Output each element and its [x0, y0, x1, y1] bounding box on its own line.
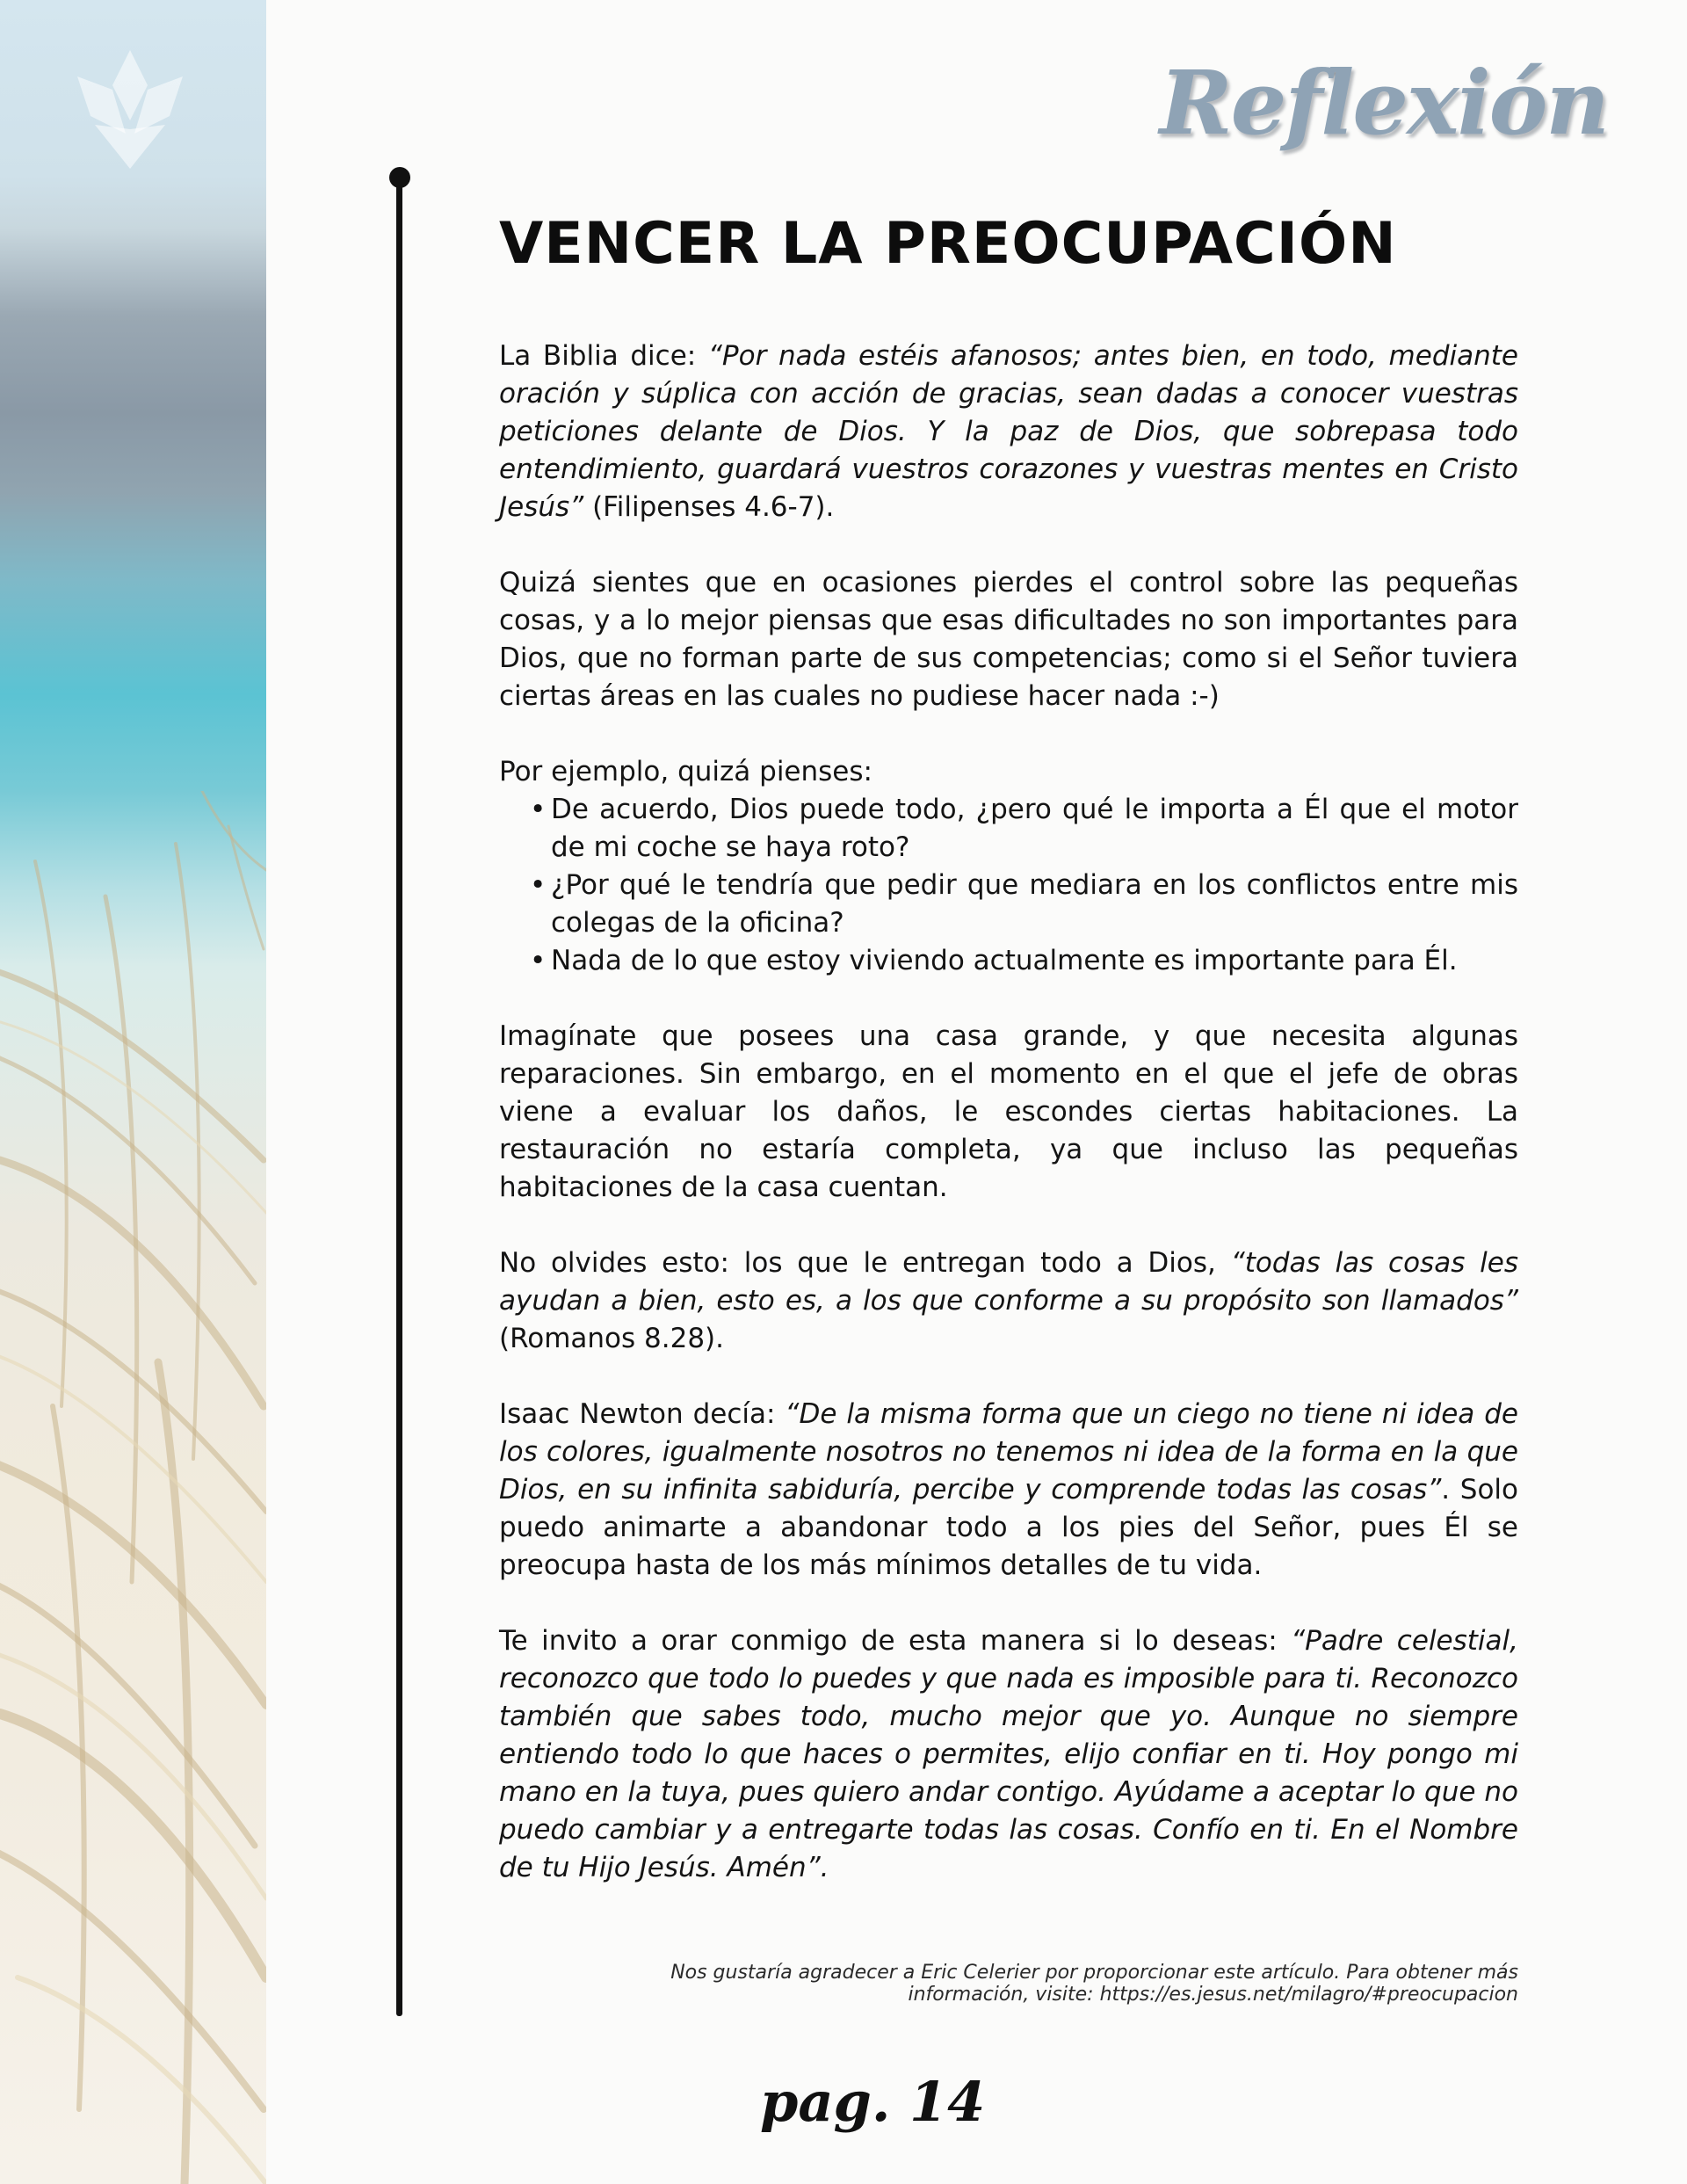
decorative-side-photo [0, 0, 266, 2184]
paragraph-prayer: Te invito a orar conmigo de esta manera si lo deseas: “Padre celestial, reconozco que todo lo puedes y que nada es imposible para ti. Reconozco también que sabes todo, mucho mejor que yo. Aunque no siempre entiendo todo lo que haces o permites, elijo confiar en ti. Hoy pongo mi mano en la tuya, pues quiero andar contigo. Ayúdame a aceptar lo que no puedo cambiar y a entregarte todas las cosas. Confío en ti. En el Nombre de tu Hijo Jesús. Amén”. [499, 1625, 1518, 1883]
paragraph-house-analogy: Imagínate que posees una casa grande, y que necesita algunas reparaciones. Sin embargo, en el momento en el que el jefe de obras viene a evaluar los daños, le escondes ciertas habitaciones. La restauración no estaría completa, ya que incluso las pequeñas habitaciones de la casa cuentan. [499, 1020, 1518, 1203]
article-credit: Nos gustaría agradecer a Eric Celerier por proporcionar este artículo. Para obtener más información, visite: https://es.jesus.net/milagro/#preocupacion [670, 1962, 1518, 2006]
paragraph-newton: Isaac Newton decía: “De la misma forma que un ciego no tiene ni idea de los colores, igualmente nosotros no tenemos ni idea de la forma en la que Dios, en su infinita sabiduría, percibe y comprende todas las cosas”. Solo puedo animarte a abandonar todo a los pies del Señor, pues Él se preocupa hasta de los más mínimos detalles de tu vida. [499, 1398, 1519, 1581]
dry-grass-decoration [0, 791, 266, 2184]
list-item: • De acuerdo, Dios puede todo, ¿pero qué le importa a Él que el motor de mi coche se haya roto? [551, 791, 1518, 867]
flower-logo-icon [60, 37, 200, 178]
page-number: pag. 14 [760, 2070, 986, 2134]
section-label-reflexion: Reflexión [1159, 51, 1608, 155]
list-item: • ¿Por qué le tendría que pedir que mediara en los conflictos entre mis colegas de la oficina? [551, 867, 1518, 942]
paragraph-bible-quote: La Biblia dice: “Por nada estéis afanosos; antes bien, en todo, mediante oración y súplica con acción de gracias, sean dadas a conocer vuestras peticiones delante de Dios. Y la paz de Dios, que sobrepasa todo entendimiento, guardará vuestros corazones y vuestras mentes en Cristo Jesús” (Filipenses 4.6-7). [499, 340, 1518, 523]
paragraph-romans: No olvides esto: los que le entregan todo a Dios, “todas las cosas les ayudan a bien, esto es, a los que conforme a su propósito son llamados” (Romanos 8.28). [499, 1247, 1518, 1354]
paragraph-example-intro: Por ejemplo, quizá pienses: [499, 756, 872, 787]
timeline-line [396, 176, 402, 2016]
article-body [499, 337, 1518, 1925]
paragraph-small-things: Quizá sientes que en ocasiones pierdes el control sobre las pequeñas cosas, y a lo mejor piensas que esas dificultades no son importantes para Dios, que no forman parte de sus competencias; como si el Señor tuviera ciertas áreas en las cuales no pudiese hacer nada :-) [499, 567, 1518, 712]
article-title: VENCER LA PREOCUPACIÓN [499, 211, 1397, 277]
example-thoughts-list [499, 791, 1518, 980]
list-item: • Nada de lo que estoy viviendo actualmente es importante para Él. [551, 942, 1518, 980]
